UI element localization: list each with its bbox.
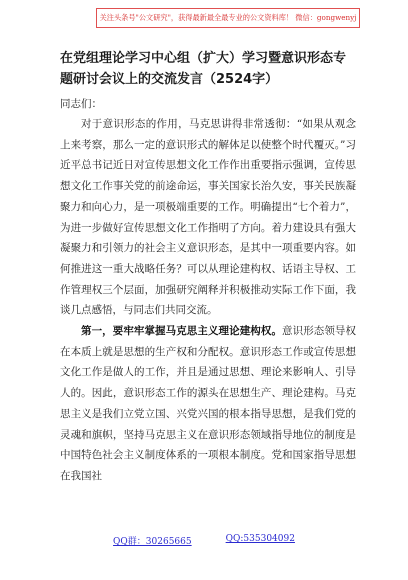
document-body (60, 48, 356, 487)
salutation: 同志们： (60, 98, 102, 110)
paragraph-2 (60, 321, 356, 487)
promo-banner (96, 8, 360, 28)
footer (0, 534, 408, 548)
document-title: 在党组理论学习中心组（扩大）学习暨意识形态专题研讨会议上的交流发言（2524字） (60, 51, 347, 87)
paragraph-2-text: 意识形态领导权在本质上就是思想的生产权和分配权。意识形态工作或宣传思想文化工作是做人的工作，并且是通过思想、理论来影响人、引导人的。因此，意识形态工作的源头在思想生产、理论建构。马克思主义是我们立党立国、兴党兴国的根本指导思想，是我们党的灵魂和旗帜，坚持马克思主义在意识形态领域指导地位的制度是中国特色社会主义制度体系的一项根本制度。党和国家指导思想在我国社 (60, 325, 357, 482)
footer-qq-group[interactable]: QQ群：30265665 (113, 537, 192, 547)
promo-banner-text: 关注头条号"公文研究"，获得最新最全最专业的公文资料库！ 微信：gongwenyj (99, 13, 357, 22)
paragraph-2-lead: 第一，要牢牢掌握马克思主义理论建构权。 (81, 325, 283, 338)
footer-qq[interactable]: QQ:535304092 (225, 534, 295, 544)
paragraph-1 (60, 114, 356, 321)
paragraph-1-text: 对于意识形态的作用，马克思讲得非常透彻：“如果从观念上来考察，那么一定的意识形式的解体足以使整个时代覆灭。”习近平总书记近日对宣传思想文化工作作出重要指示强调，宣传思想文化工作事关党的前途命运，事关国家长治久安，事关民族凝聚力和向心力，是一项极端重要的工作。明确提出“七个着力”，为进一步做好宣传思想文化工作指明了方向。着力建设具有强大凝聚力和引领力的社会主义意识形态，是其中一项重要内容。如何推进这一重大战略任务？可以从理论建构权、话语主导权、工作管理权三个层面，加强研究阐释并积极推动实际工作下面，我谈几点感悟，与同志们共同交流。 (60, 118, 356, 317)
